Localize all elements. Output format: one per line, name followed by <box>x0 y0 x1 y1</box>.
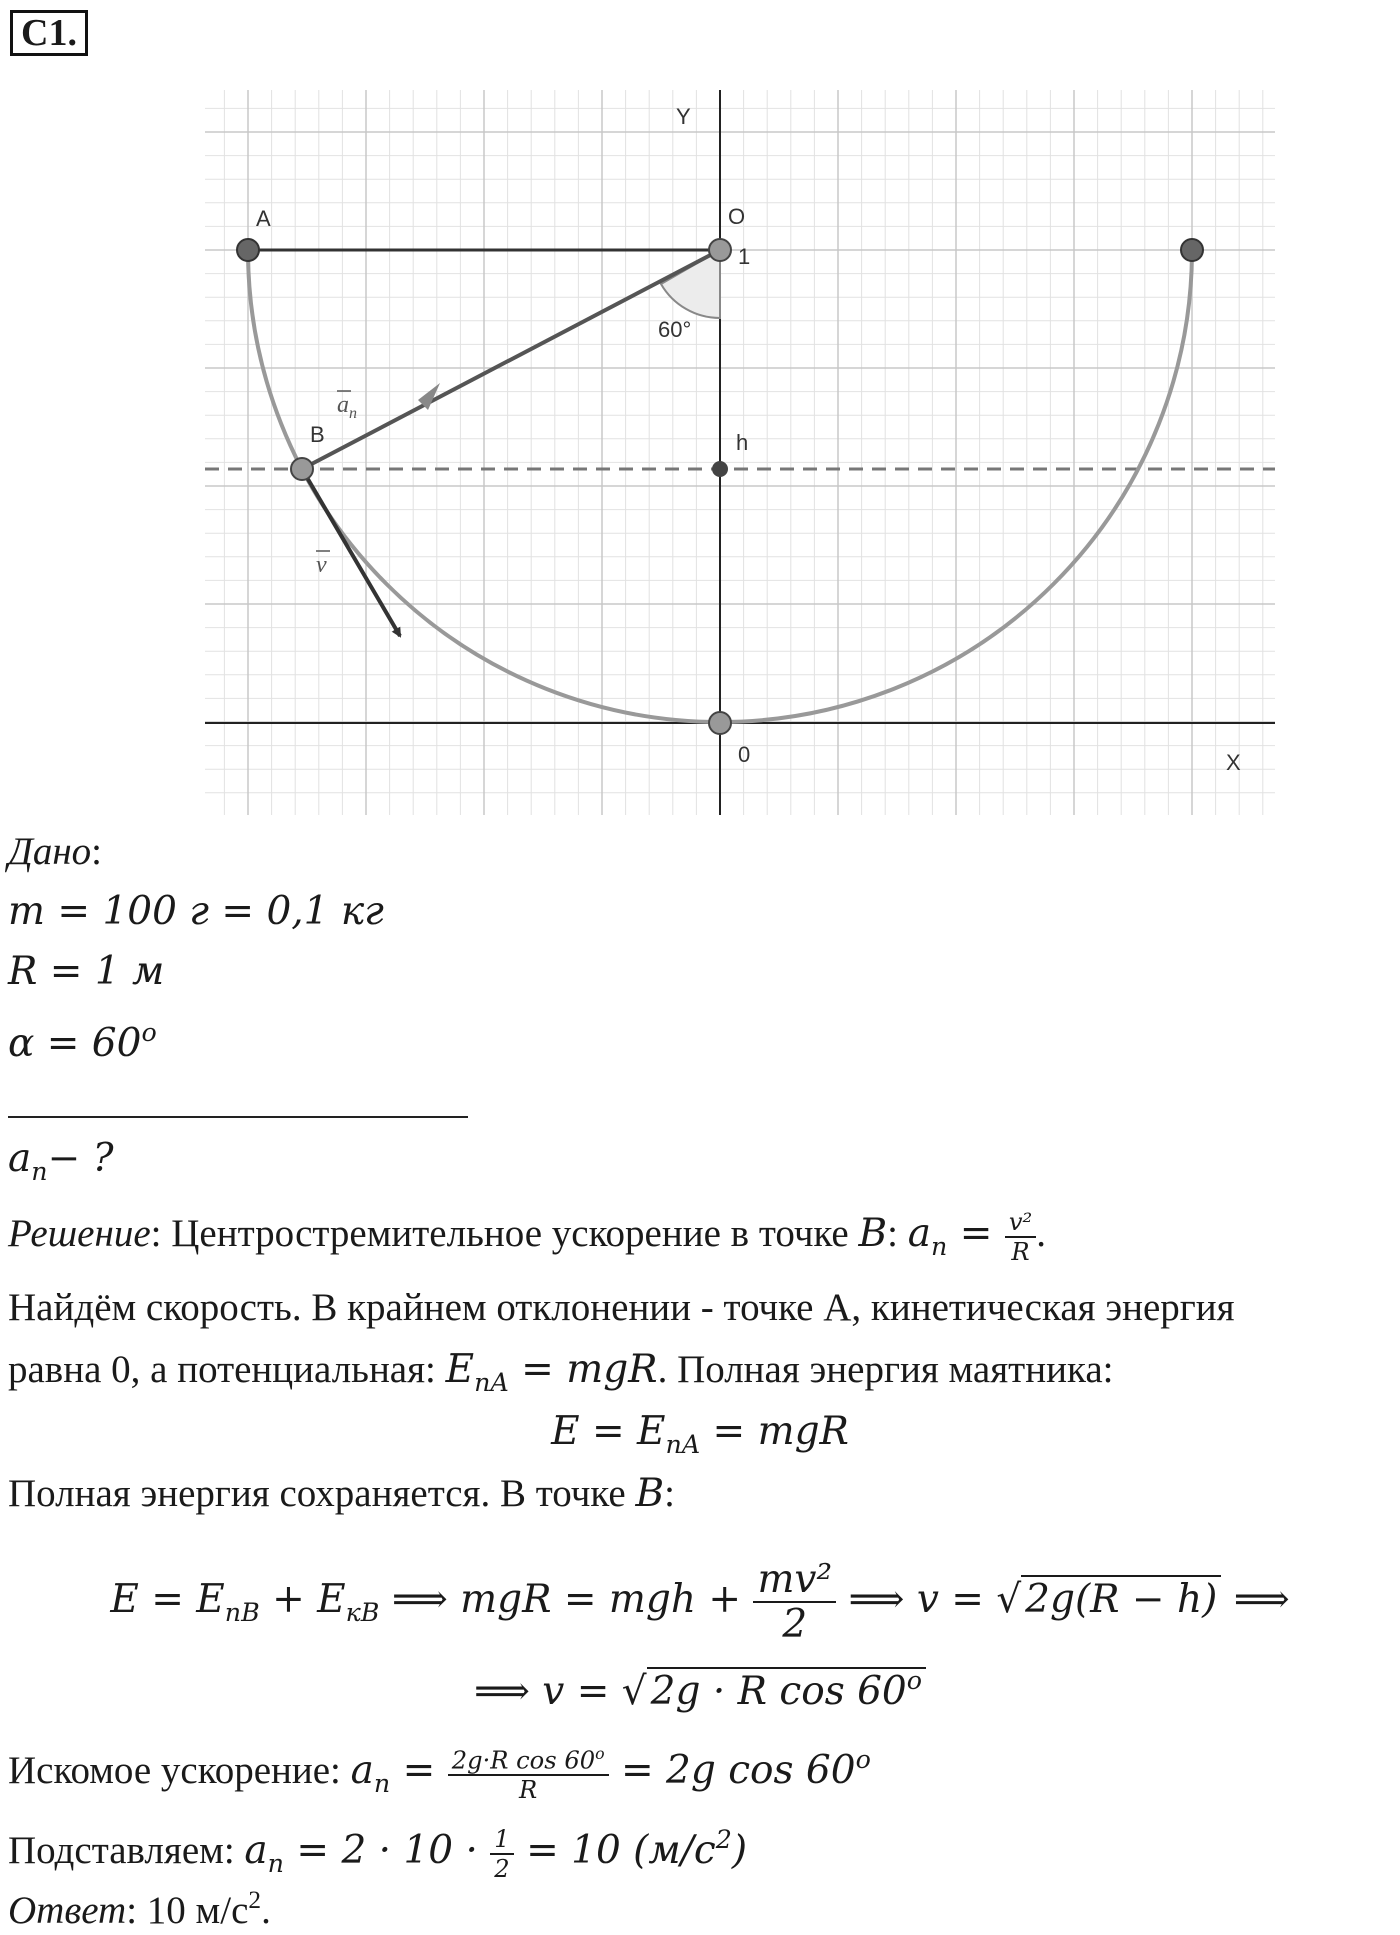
solution-line-1: Решение: Центростремительное ускорение в точке B: $a_n$ = $\frac{\text{v²}}{R}$ . <box>8 1208 1046 1267</box>
angle-label: 60° <box>658 317 692 342</box>
rod-OB <box>302 250 720 469</box>
given-angle: $\alpha = 60^o$ <box>8 1017 157 1067</box>
axis-y-label: Y <box>676 104 691 129</box>
vector-an-label: $a_n$ <box>337 392 357 422</box>
solution-line-2: Найдём скорость. В крайнем отклонении - точке А, кинетическая энергия <box>8 1286 1235 1329</box>
label-A: A <box>256 206 271 231</box>
pendulum-figure <box>0 0 1400 830</box>
point-h <box>712 461 728 477</box>
solution-line-8: Искомое ускорение: $a_n$ = $\frac{2g\cdot R \cos 60^o}{R}$ = 2g cos 60$^o$ <box>8 1743 871 1805</box>
label-h: h <box>736 430 749 455</box>
point-B <box>291 458 313 480</box>
solution-line-7: ⟹ v = √ 2g · R cos 60$^o$ <box>0 1656 1400 1716</box>
label-one: 1 <box>738 244 751 269</box>
angle-sector <box>661 250 720 318</box>
given-radius: R = 1 м <box>8 949 165 994</box>
solution-line-6: $E = E_{пB} + E_{кB}$ ⟹ mgR = mgh + $\frac{\text{mv²}}{2}$ ⟹ v = √ 2g(R − h) ⟹ <box>110 1557 1290 1647</box>
answer-line: Ответ: 10 $м/с^2$. <box>8 1886 271 1933</box>
solution-line-9: Подставляем: $a_n = 2 \cdot 10$ · $\frac{1}{2}$ = 10 $(м/с^2)$ <box>8 1824 748 1884</box>
label-zero: 0 <box>738 742 751 767</box>
point-O <box>709 239 731 261</box>
given-divider <box>8 1116 468 1118</box>
axis-x-label: X <box>1226 750 1241 775</box>
label-O: O <box>728 204 746 229</box>
given-mass: m = 100 г = 0,1 кг <box>8 889 384 934</box>
point-bottom <box>709 712 731 734</box>
problem-tag: C1. <box>10 10 88 56</box>
given-title: Дано: <box>8 830 103 873</box>
point-right <box>1181 239 1203 261</box>
label-B: B <box>310 422 325 447</box>
vector-v-label: v <box>316 552 327 578</box>
solution-line-5: Полная энергия сохраняется. В точке B: <box>8 1471 675 1516</box>
solution-line-4: $E = E_{пA}$ = mgR <box>551 1409 849 1459</box>
find-quantity: $a_n-$ ? <box>8 1136 114 1186</box>
point-A <box>237 239 259 261</box>
solution-line-3: равна 0, а потенциальная: $E_{пA}$ = mgR. Полная энергия маятника: <box>8 1347 1114 1397</box>
